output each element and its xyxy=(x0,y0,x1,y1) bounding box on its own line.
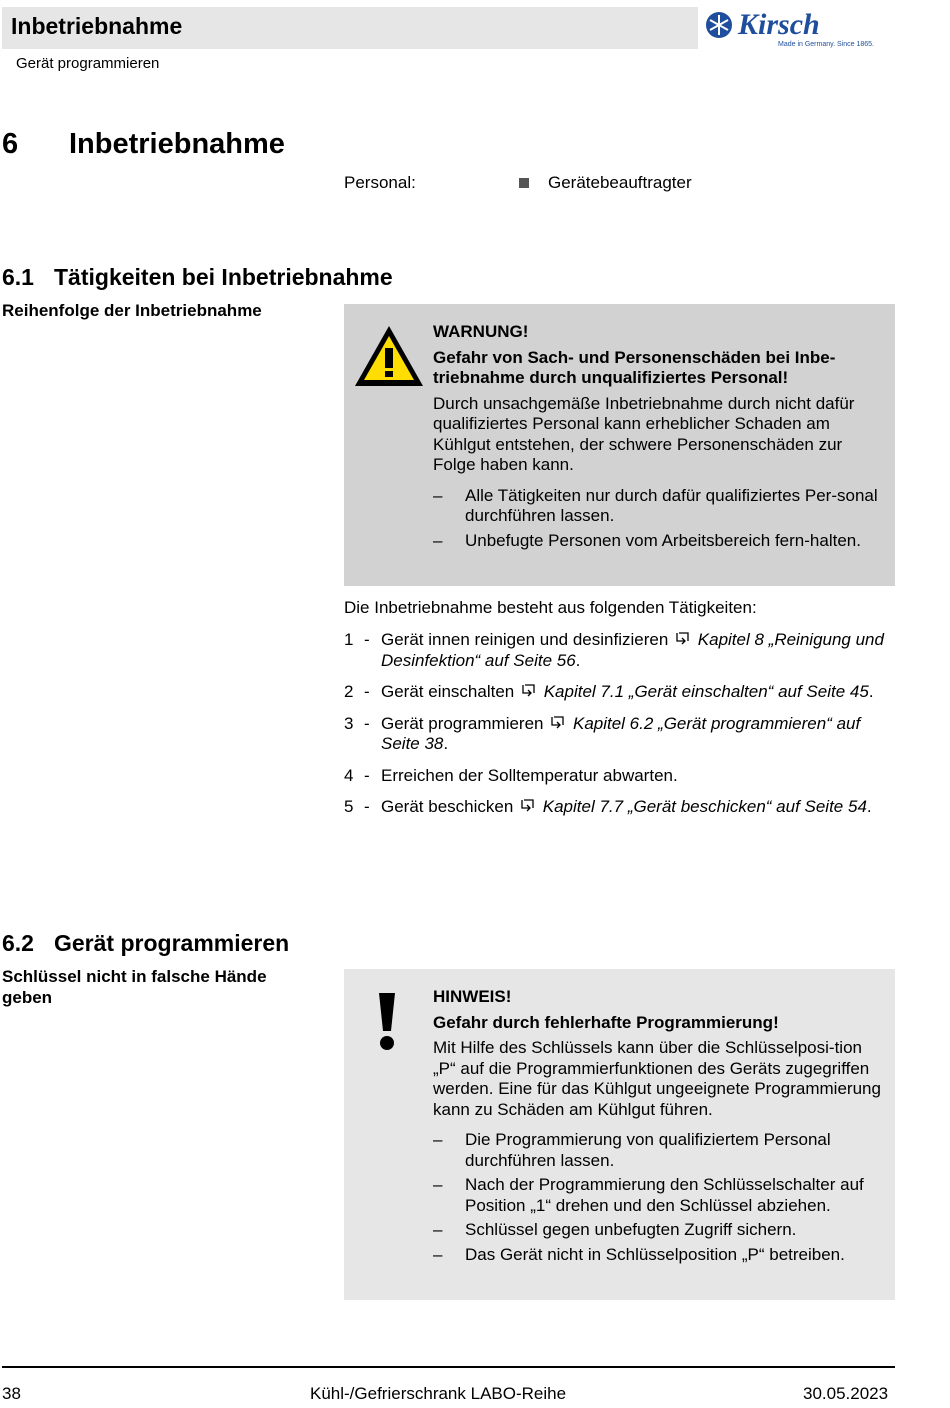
chapter-title: Inbetriebnahme xyxy=(69,128,285,160)
kirsch-logo xyxy=(698,7,895,49)
notice-message: Mit Hilfe des Schlüssels kann über die Schlüsselposi-tion „P“ auf die Programmierfunktionen des Geräts zugegriffen werden. Eine für das Kühlgut ungeeignete Programmierung kann zu Schäden am Kühlgut führen. xyxy=(433,1038,881,1119)
dash-bullet: – xyxy=(433,530,443,550)
notice-content xyxy=(433,987,885,1269)
dash-bullet: – xyxy=(433,1175,443,1194)
section-number: 6.1 xyxy=(2,264,34,290)
header-subtitle: Gerät programmieren xyxy=(16,55,160,72)
chapter-number: 6 xyxy=(2,128,19,160)
footer-date: 30.05.2023 xyxy=(803,1384,889,1403)
section-number: 6.2 xyxy=(2,930,34,956)
dash-bullet: – xyxy=(433,485,443,505)
warning-box xyxy=(344,304,895,586)
list-item: – Das Gerät nicht in Schlüsselposition „P“ betreiben. xyxy=(433,1244,845,1264)
warning-content xyxy=(433,322,885,555)
notice-box xyxy=(344,969,895,1300)
dash-bullet: – xyxy=(433,1130,443,1149)
section-title: Tätigkeiten bei Inbetriebnahme xyxy=(54,264,393,290)
side-label: Schlüssel nicht in falsche Hände geben xyxy=(2,967,267,1007)
list-item: 3 - Gerät programmieren Kapitel 6.2 „Gerät programmieren“ auf Seite 38. xyxy=(344,713,861,753)
exclamation-icon xyxy=(376,993,398,1051)
cross-reference-arrow-icon xyxy=(521,684,537,698)
footer-product: Kühl-/Gefrierschrank LABO-Reihe xyxy=(310,1384,567,1403)
dash-bullet: – xyxy=(433,1244,443,1264)
section-title: Gerät programmieren xyxy=(54,930,290,956)
list-item: – Die Programmierung von qualifiziertem Personal durchführen lassen. xyxy=(433,1130,831,1170)
list-item: – Nach der Programmierung den Schlüsselschalter auf Position „1“ drehen und den Schlüssel abziehen. xyxy=(433,1175,864,1215)
personal-value: Gerätebeauftragter xyxy=(548,173,692,192)
header-title: Inbetriebnahme xyxy=(11,13,183,39)
cross-reference-link[interactable]: Kapitel 8 „Reinigung und Desinfektion“ auf Seite 56 xyxy=(381,630,884,670)
list-item: 5 - Gerät beschicken Kapitel 7.7 „Gerät beschicken“ auf Seite 54. xyxy=(344,797,872,816)
notice-list xyxy=(433,1130,885,1265)
personal-label: Personal: xyxy=(344,173,416,192)
list-item: – Alle Tätigkeiten nur durch dafür qualifiziertes Per-sonal durchführen lassen. xyxy=(433,485,878,525)
dash-bullet: – xyxy=(433,1220,443,1239)
logo-wordmark: Kirsch xyxy=(738,8,820,41)
list-item: – Unbefugte Personen vom Arbeitsbereich fern-halten. xyxy=(433,530,861,550)
cross-reference-link[interactable]: Kapitel 7.7 „Gerät beschicken“ auf Seite 54 xyxy=(542,797,867,816)
list-item: 1 - Gerät innen reinigen und desinfizieren Kapitel 8 „Reinigung und Desinfektion“ auf Seite 56. xyxy=(344,630,884,670)
list-item: 2 - Gerät einschalten Kapitel 7.1 „Gerät einschalten“ auf Seite 45. xyxy=(344,682,874,701)
list-item: 4 - Erreichen der Solltemperatur abwarten. xyxy=(344,765,678,785)
cross-reference-arrow-icon xyxy=(675,632,691,646)
cross-reference-arrow-icon xyxy=(550,716,566,730)
steps-list xyxy=(344,630,895,829)
list-item: – Schlüssel gegen unbefugten Zugriff sichern. xyxy=(433,1220,797,1239)
cross-reference-arrow-icon xyxy=(520,799,536,813)
steps-intro: Die Inbetriebnahme besteht aus folgenden Tätigkeiten: xyxy=(344,598,757,617)
warning-heading: WARNUNG! xyxy=(433,322,529,341)
footer-divider xyxy=(2,1366,895,1368)
square-bullet-icon xyxy=(519,178,529,188)
notice-subheading: Gefahr durch fehlerhafte Programmierung! xyxy=(433,1012,779,1032)
snowflake-icon xyxy=(706,12,732,38)
notice-heading: HINWEIS! xyxy=(433,987,512,1006)
warning-subheading: Gefahr von Sach- und Personenschäden bei Inbe-triebnahme durch unqualifiziertes Personal! xyxy=(433,347,836,387)
warning-message: Durch unsachgemäße Inbetriebnahme durch nicht dafür qualifiziertes Personal kann erheblicher Schaden am Kühlgut entstehen, der schwere Personenschäden zur Folge haben kann. xyxy=(433,393,855,474)
warning-triangle-icon xyxy=(353,324,425,388)
logo-tagline: Made in Germany. Since 1865. xyxy=(778,41,874,48)
warning-list xyxy=(433,486,885,552)
side-label: Reihenfolge der Inbetriebnahme xyxy=(2,301,262,320)
page-number: 38 xyxy=(2,1384,21,1403)
cross-reference-link[interactable]: Kapitel 7.1 „Gerät einschalten“ auf Seite 45 xyxy=(543,682,869,701)
cross-reference-link[interactable]: Kapitel 6.2 „Gerät programmieren“ auf Seite 38 xyxy=(381,713,861,753)
